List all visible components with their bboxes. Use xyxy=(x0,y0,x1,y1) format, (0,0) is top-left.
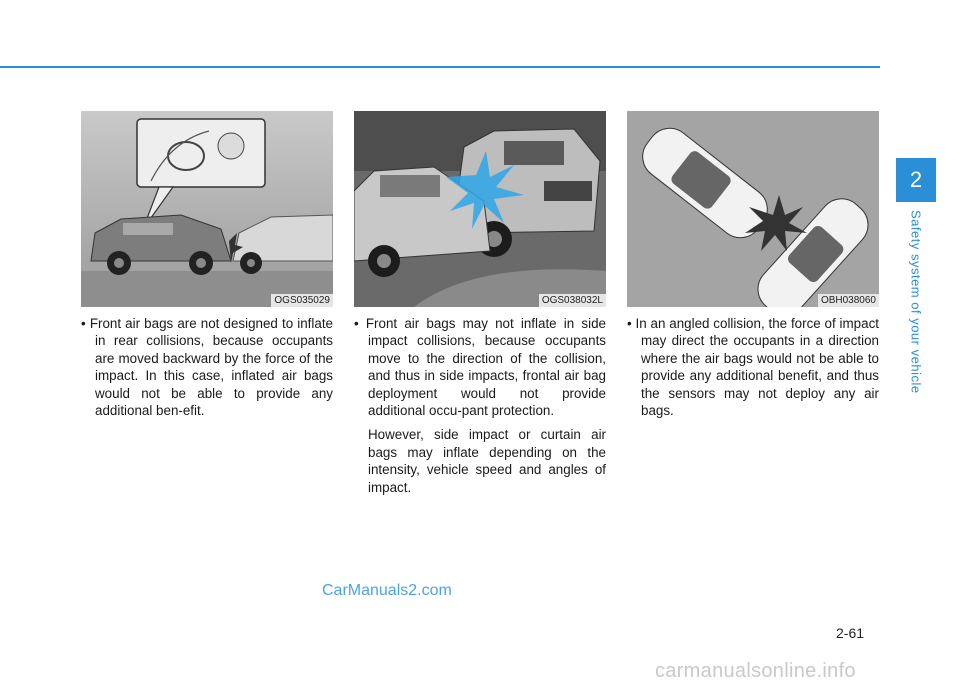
side-impact-illustration xyxy=(354,111,606,307)
chapter-title: Safety system of your vehicle xyxy=(908,210,924,394)
watermark-link[interactable]: CarManuals2.com xyxy=(322,582,452,599)
rear-collision-illustration xyxy=(81,111,333,307)
bullet-paragraph: • In an angled collision, the force of impact may direct the occupants in a direction where the air bags would not be able to provide any additional benefit, and thus the sensors may not deploy any air bags. xyxy=(627,315,879,419)
text-column-1 xyxy=(81,315,333,419)
header-rule xyxy=(0,66,880,68)
figure-rear-collision xyxy=(81,111,333,307)
figure-side-impact xyxy=(354,111,606,307)
chapter-tab: 2 xyxy=(896,158,936,202)
figure-code: OBH038060 xyxy=(818,294,879,307)
continuation-paragraph: However, side impact or curtain air bags may inflate depending on the intensity, vehicle speed and angles of impact. xyxy=(368,427,606,495)
page-number: 2-61 xyxy=(836,625,865,641)
footer-watermark: carmanualsonline.info xyxy=(655,660,856,682)
text-column-2 xyxy=(354,315,606,496)
bullet-paragraph: • Front air bags are not designed to inflate in rear collisions, because occupants are moved backward by the force of the impact. In this case, inflated air bags would not be able to provide any additional ben-efit. xyxy=(81,315,333,419)
bullet-paragraph: • Front air bags may not inflate in side impact collisions, because occupants move to the direction of the collision, and thus in side impacts, frontal air bag deployment would not provide additional occu-pant protection. xyxy=(354,315,606,419)
figure-code: OGS035029 xyxy=(271,294,333,307)
figure-angled-collision xyxy=(627,111,879,307)
figure-code: OGS038032L xyxy=(539,294,606,307)
text-column-3 xyxy=(627,315,879,419)
angled-collision-illustration xyxy=(627,111,879,307)
